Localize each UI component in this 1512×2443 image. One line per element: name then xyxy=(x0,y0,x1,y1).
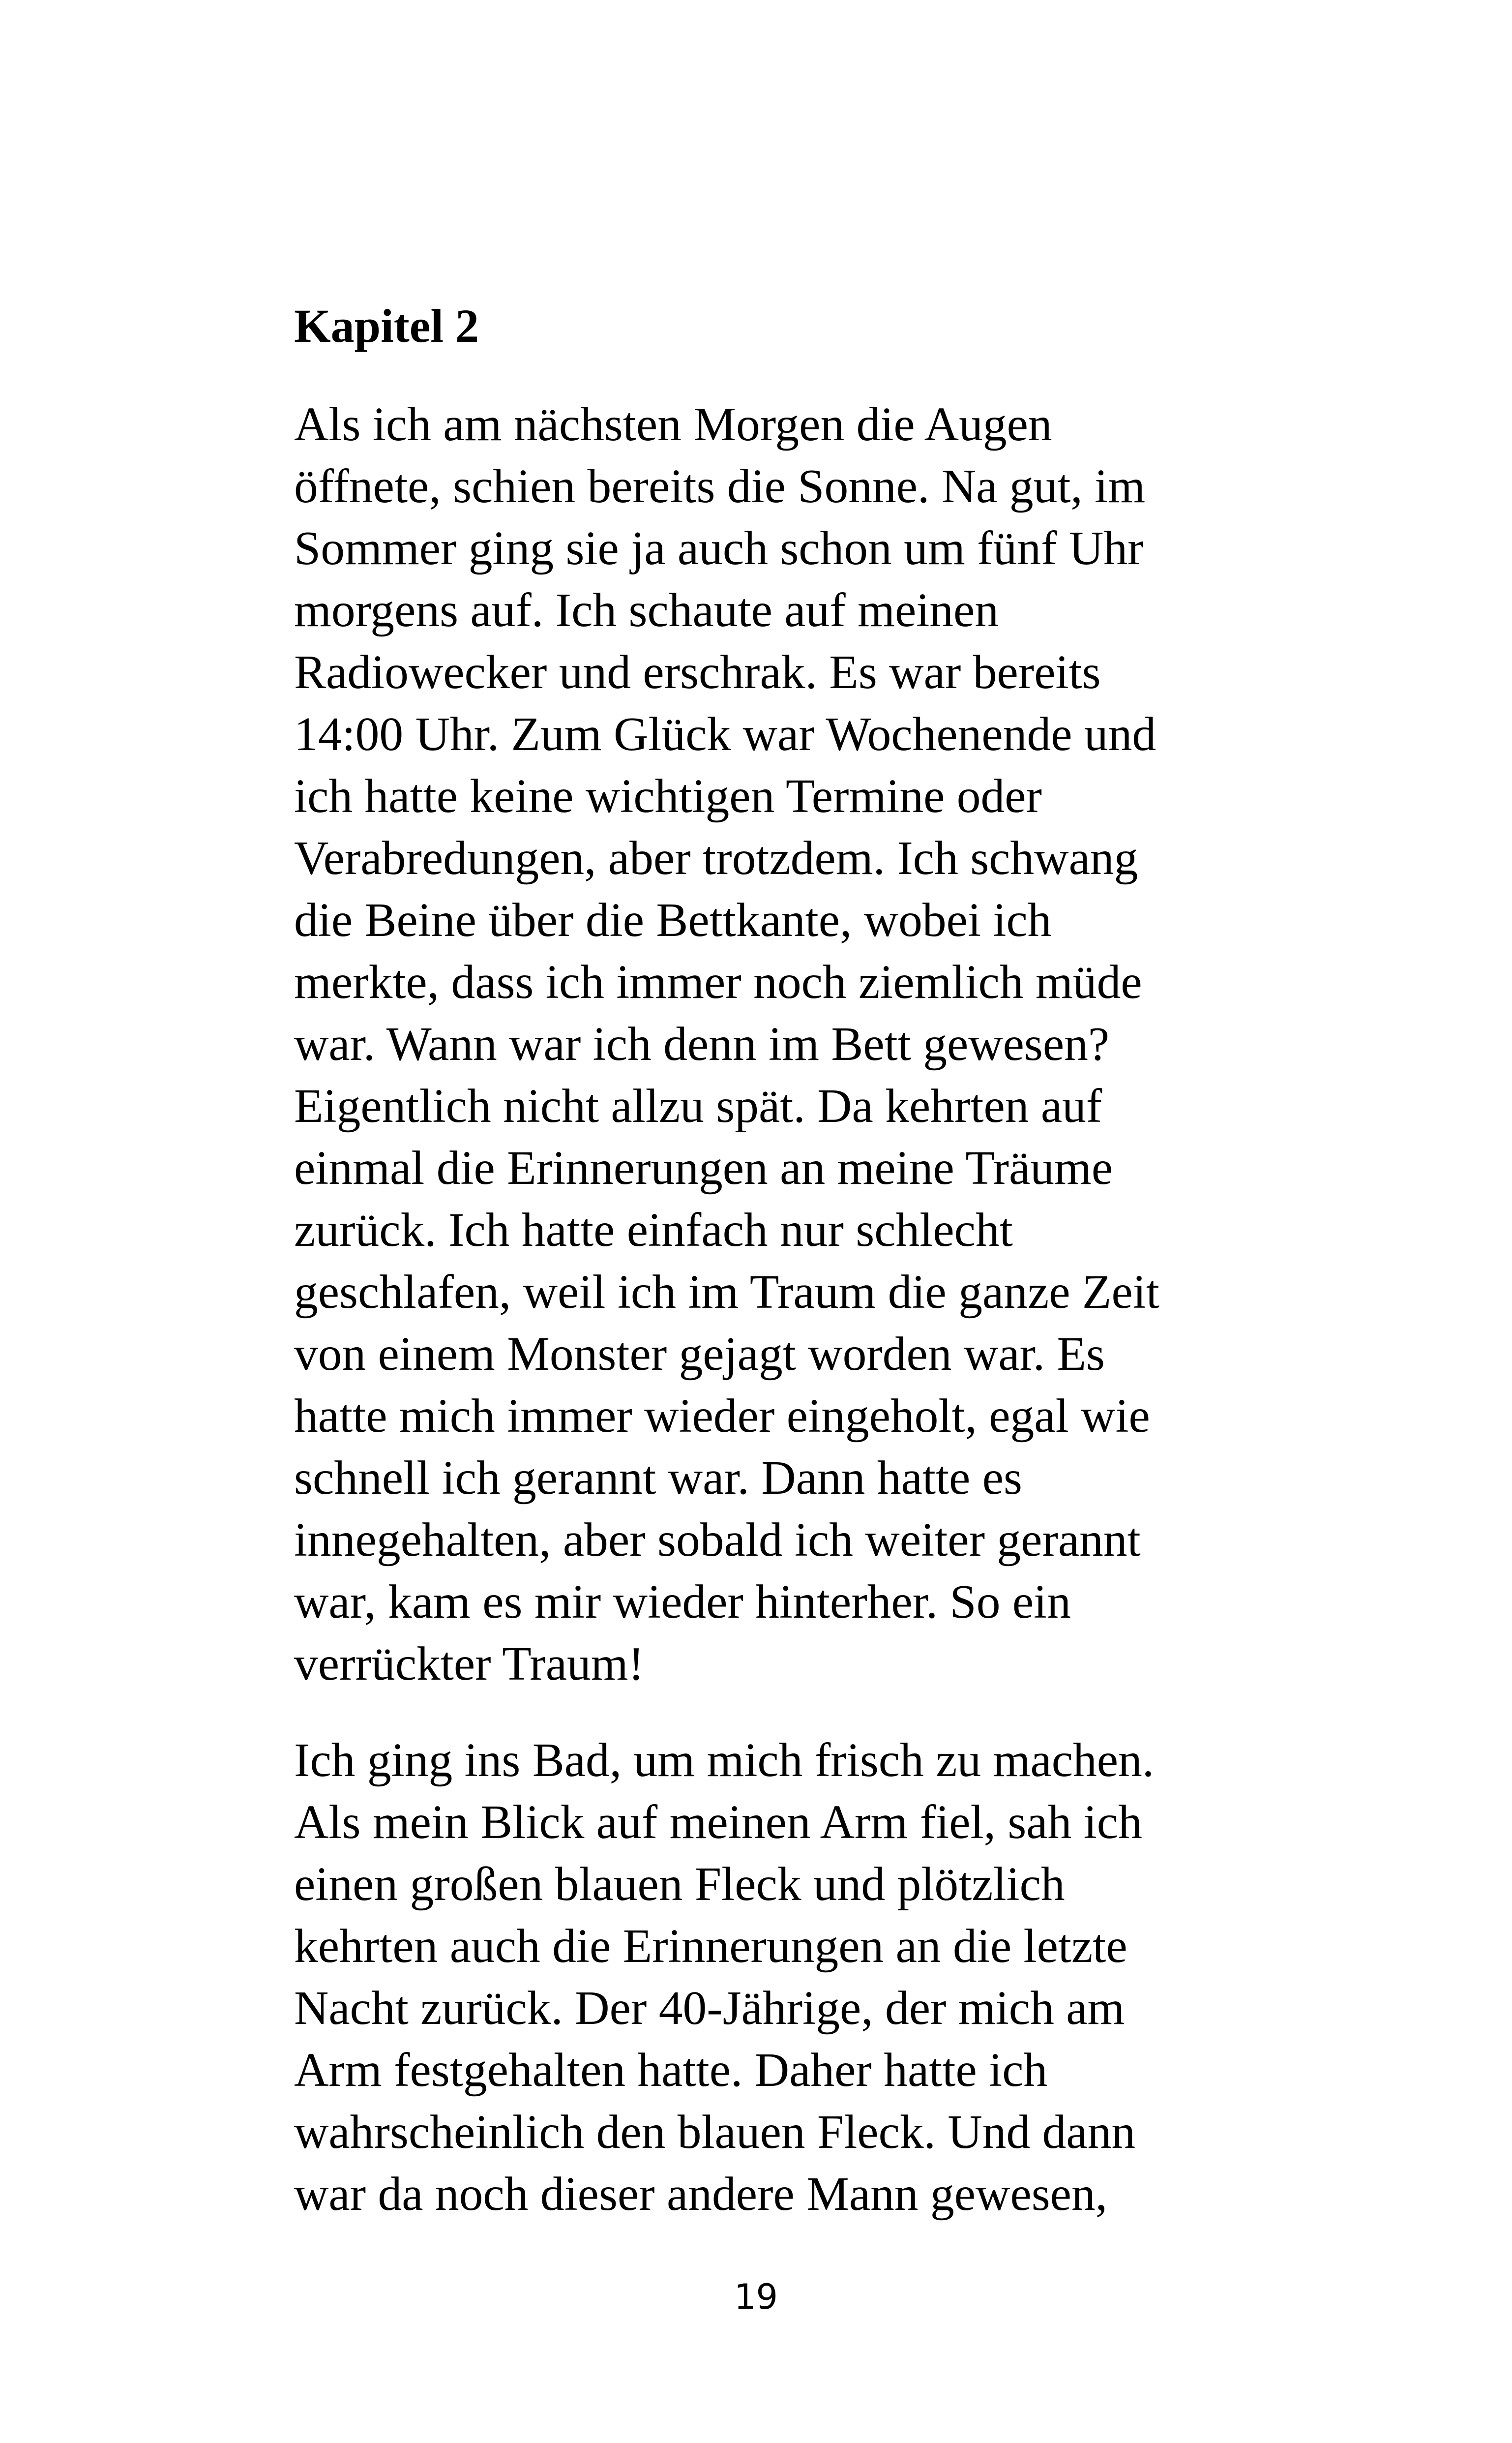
paragraph-2 xyxy=(294,1729,1258,2225)
text-line: einmal die Erinnerungen an meine Träume xyxy=(294,1142,1113,1195)
text-line: Als mein Blick auf meinen Arm fiel, sah ich xyxy=(294,1796,1142,1849)
text-line: zurück. Ich hatte einfach nur schlecht xyxy=(294,1204,1013,1257)
text-line: ich hatte keine wichtigen Termine oder xyxy=(294,770,1042,823)
text-line: innegehalten, aber sobald ich weiter gerannt xyxy=(294,1513,1141,1567)
text-line: Verabredungen, aber trotzdem. Ich schwang xyxy=(294,832,1138,885)
text-line: 14:00 Uhr. Zum Glück war Wochenende und xyxy=(294,708,1156,761)
text-line: Radiowecker und erschrak. Es war bereits xyxy=(294,646,1101,699)
text-line: war, kam es mir wieder hinterher. So ein xyxy=(294,1575,1071,1629)
text-line: Nacht zurück. Der 40-Jährige, der mich am xyxy=(294,1982,1125,2035)
text-line: Eigentlich nicht allzu spät. Da kehrten auf xyxy=(294,1080,1102,1133)
chapter-title: Kapitel 2 xyxy=(294,300,479,352)
text-line: von einem Monster gejagt worden war. Es xyxy=(294,1327,1105,1381)
text-line: war. Wann war ich denn im Bett gewesen? xyxy=(294,1018,1110,1071)
text-line: Arm festgehalten hatte. Daher hatte ich xyxy=(294,2044,1048,2097)
text-line: schnell ich gerannt war. Dann hatte es xyxy=(294,1451,1022,1505)
text-line: Sommer ging sie ja auch schon um fünf Uhr xyxy=(294,522,1144,575)
text-column xyxy=(294,295,1258,2225)
text-line: hatte mich immer wieder eingeholt, egal wie xyxy=(294,1389,1150,1443)
text-line: Als ich am nächsten Morgen die Augen xyxy=(294,398,1052,451)
text-line: verrückter Traum! xyxy=(294,1637,645,1690)
text-line: die Beine über die Bettkante, wobei ich xyxy=(294,894,1052,947)
text-line: kehrten auch die Erinnerungen an die letzte xyxy=(294,1920,1127,1973)
text-line: wahrscheinlich den blauen Fleck. Und dann xyxy=(294,2106,1136,2159)
text-line: Ich ging ins Bad, um mich frisch zu machen. xyxy=(294,1734,1155,1787)
paragraph-1 xyxy=(294,393,1258,1695)
text-line: einen großen blauen Fleck und plötzlich xyxy=(294,1858,1065,1911)
text-line: merkte, dass ich immer noch ziemlich müde xyxy=(294,956,1142,1009)
text-line: geschlafen, weil ich im Traum die ganze Zeit xyxy=(294,1266,1159,1319)
text-line: öffnete, schien bereits die Sonne. Na gut, im xyxy=(294,460,1146,513)
text-line: war da noch dieser andere Mann gewesen, xyxy=(294,2168,1108,2221)
page-number: 19 xyxy=(734,2277,778,2317)
text-line: morgens auf. Ich schaute auf meinen xyxy=(294,584,999,637)
